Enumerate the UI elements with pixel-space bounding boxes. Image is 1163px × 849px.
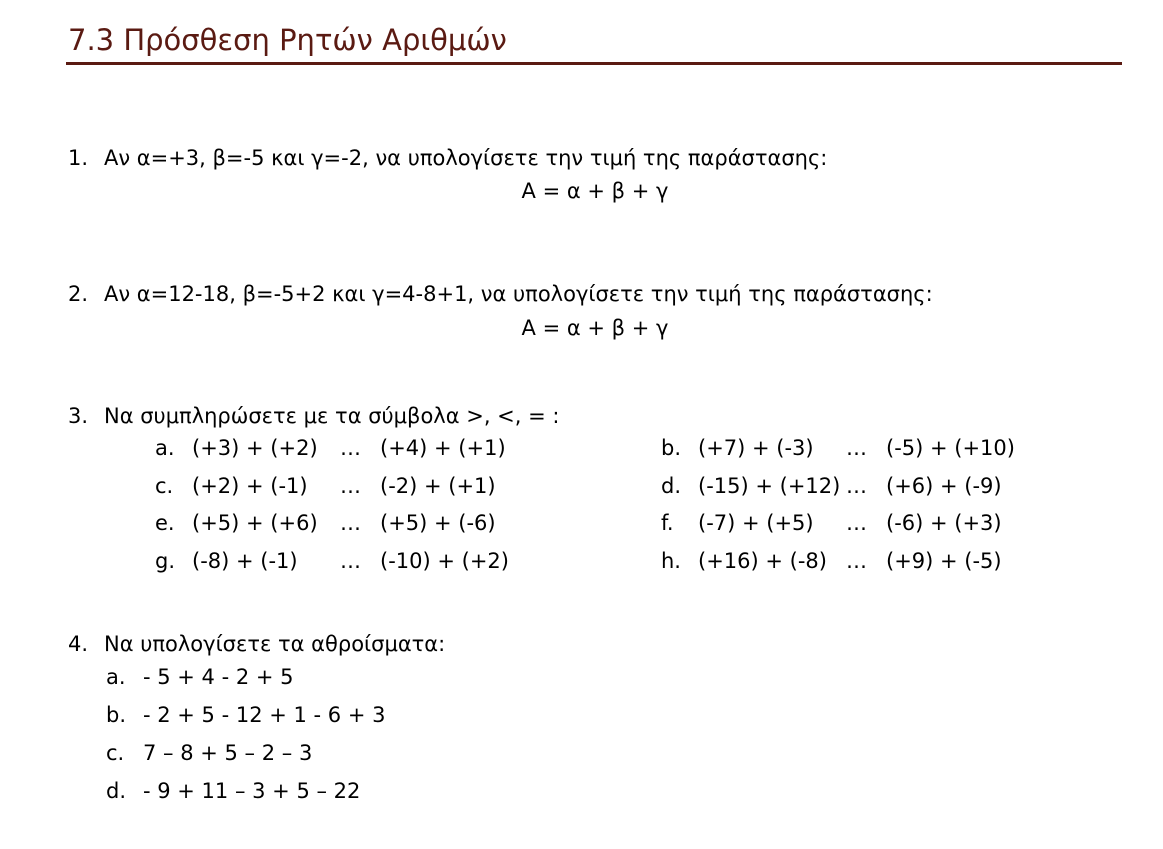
comparison-left: (+7) + (-3)	[698, 436, 814, 460]
exercise-3	[68, 402, 559, 430]
comparison-left: (+3) + (+2)	[192, 436, 318, 460]
comparison-right: (+9) + (-5)	[886, 549, 1002, 573]
sum-expression: - 2 + 5 - 12 + 1 - 6 + 3	[143, 703, 386, 727]
comparison-right: (-10) + (+2)	[380, 549, 509, 573]
comparison-label: a.	[155, 436, 175, 460]
exercise-1	[68, 144, 827, 172]
comparison-left: (+2) + (-1)	[192, 474, 308, 498]
sum-item	[0, 701, 1163, 729]
comparison-label: b.	[661, 436, 682, 460]
sum-expression: - 9 + 11 – 3 + 5 – 22	[143, 779, 361, 803]
comparison-label: g.	[155, 549, 176, 573]
comparison-dots: …	[340, 511, 361, 535]
comparison-right: (-6) + (+3)	[886, 511, 1002, 535]
comparison-label: d.	[661, 474, 682, 498]
exercise-4	[68, 630, 445, 658]
sum-item	[0, 777, 1163, 805]
page-title: 7.3 Πρόσθεση Ρητών Αριθμών	[68, 23, 507, 57]
comparison-label: c.	[155, 474, 174, 498]
comparison-right: (+6) + (-9)	[886, 474, 1002, 498]
comparison-left: (-15) + (+12)	[698, 474, 841, 498]
comparison-right: (+5) + (-6)	[380, 511, 496, 535]
exercise-1-number: 1.	[68, 146, 89, 170]
exercise-4-text: Να υπολογίσετε τα αθροίσματα:	[104, 632, 446, 656]
comparison-left: (-7) + (+5)	[698, 511, 814, 535]
comparison-label: h.	[661, 549, 681, 573]
comparison-label: f.	[661, 511, 674, 535]
sum-label: b.	[106, 703, 127, 727]
comparison-row	[0, 472, 1163, 500]
comparison-row	[0, 547, 1163, 575]
sum-label: a.	[106, 665, 126, 689]
sum-expression: 7 – 8 + 5 – 2 – 3	[143, 741, 313, 765]
sum-label: c.	[106, 741, 125, 765]
exercise-2-number: 2.	[68, 282, 89, 306]
comparison-dots: …	[846, 549, 867, 573]
exercise-4-number: 4.	[68, 632, 89, 656]
exercise-3-text: Να συμπληρώσετε με τα σύμβολα >, <, = :	[104, 404, 560, 428]
sum-expression: - 5 + 4 - 2 + 5	[143, 665, 294, 689]
comparison-right: (+4) + (+1)	[380, 436, 506, 460]
comparison-dots: …	[846, 474, 867, 498]
exercise-1-formula: Α = α + β + γ	[521, 179, 669, 203]
comparison-left: (-8) + (-1)	[192, 549, 298, 573]
comparison-dots: …	[340, 436, 361, 460]
comparison-right: (-2) + (+1)	[380, 474, 496, 498]
sum-label: d.	[106, 779, 127, 803]
exercise-2-formula: Α = α + β + γ	[521, 316, 669, 340]
exercise-3-number: 3.	[68, 404, 89, 428]
sum-item	[0, 663, 1163, 691]
comparison-row	[0, 509, 1163, 537]
exercise-2-text: Αν α=12-18, β=-5+2 και γ=4-8+1, να υπολογίσετε την τιμή της παράστασης:	[104, 282, 933, 306]
comparison-label: e.	[155, 511, 175, 535]
comparison-dots: …	[340, 474, 361, 498]
comparison-left: (+16) + (-8)	[698, 549, 827, 573]
comparison-right: (-5) + (+10)	[886, 436, 1015, 460]
exercise-2	[68, 280, 933, 308]
exercise-1-text: Αν α=+3, β=-5 και γ=-2, να υπολογίσετε την τιμή της παράστασης:	[104, 146, 828, 170]
comparison-dots: …	[846, 436, 867, 460]
sum-item	[0, 739, 1163, 767]
comparison-row	[0, 434, 1163, 462]
comparison-dots: …	[846, 511, 867, 535]
title-underline	[66, 62, 1122, 65]
comparison-dots: …	[340, 549, 361, 573]
comparison-left: (+5) + (+6)	[192, 511, 318, 535]
